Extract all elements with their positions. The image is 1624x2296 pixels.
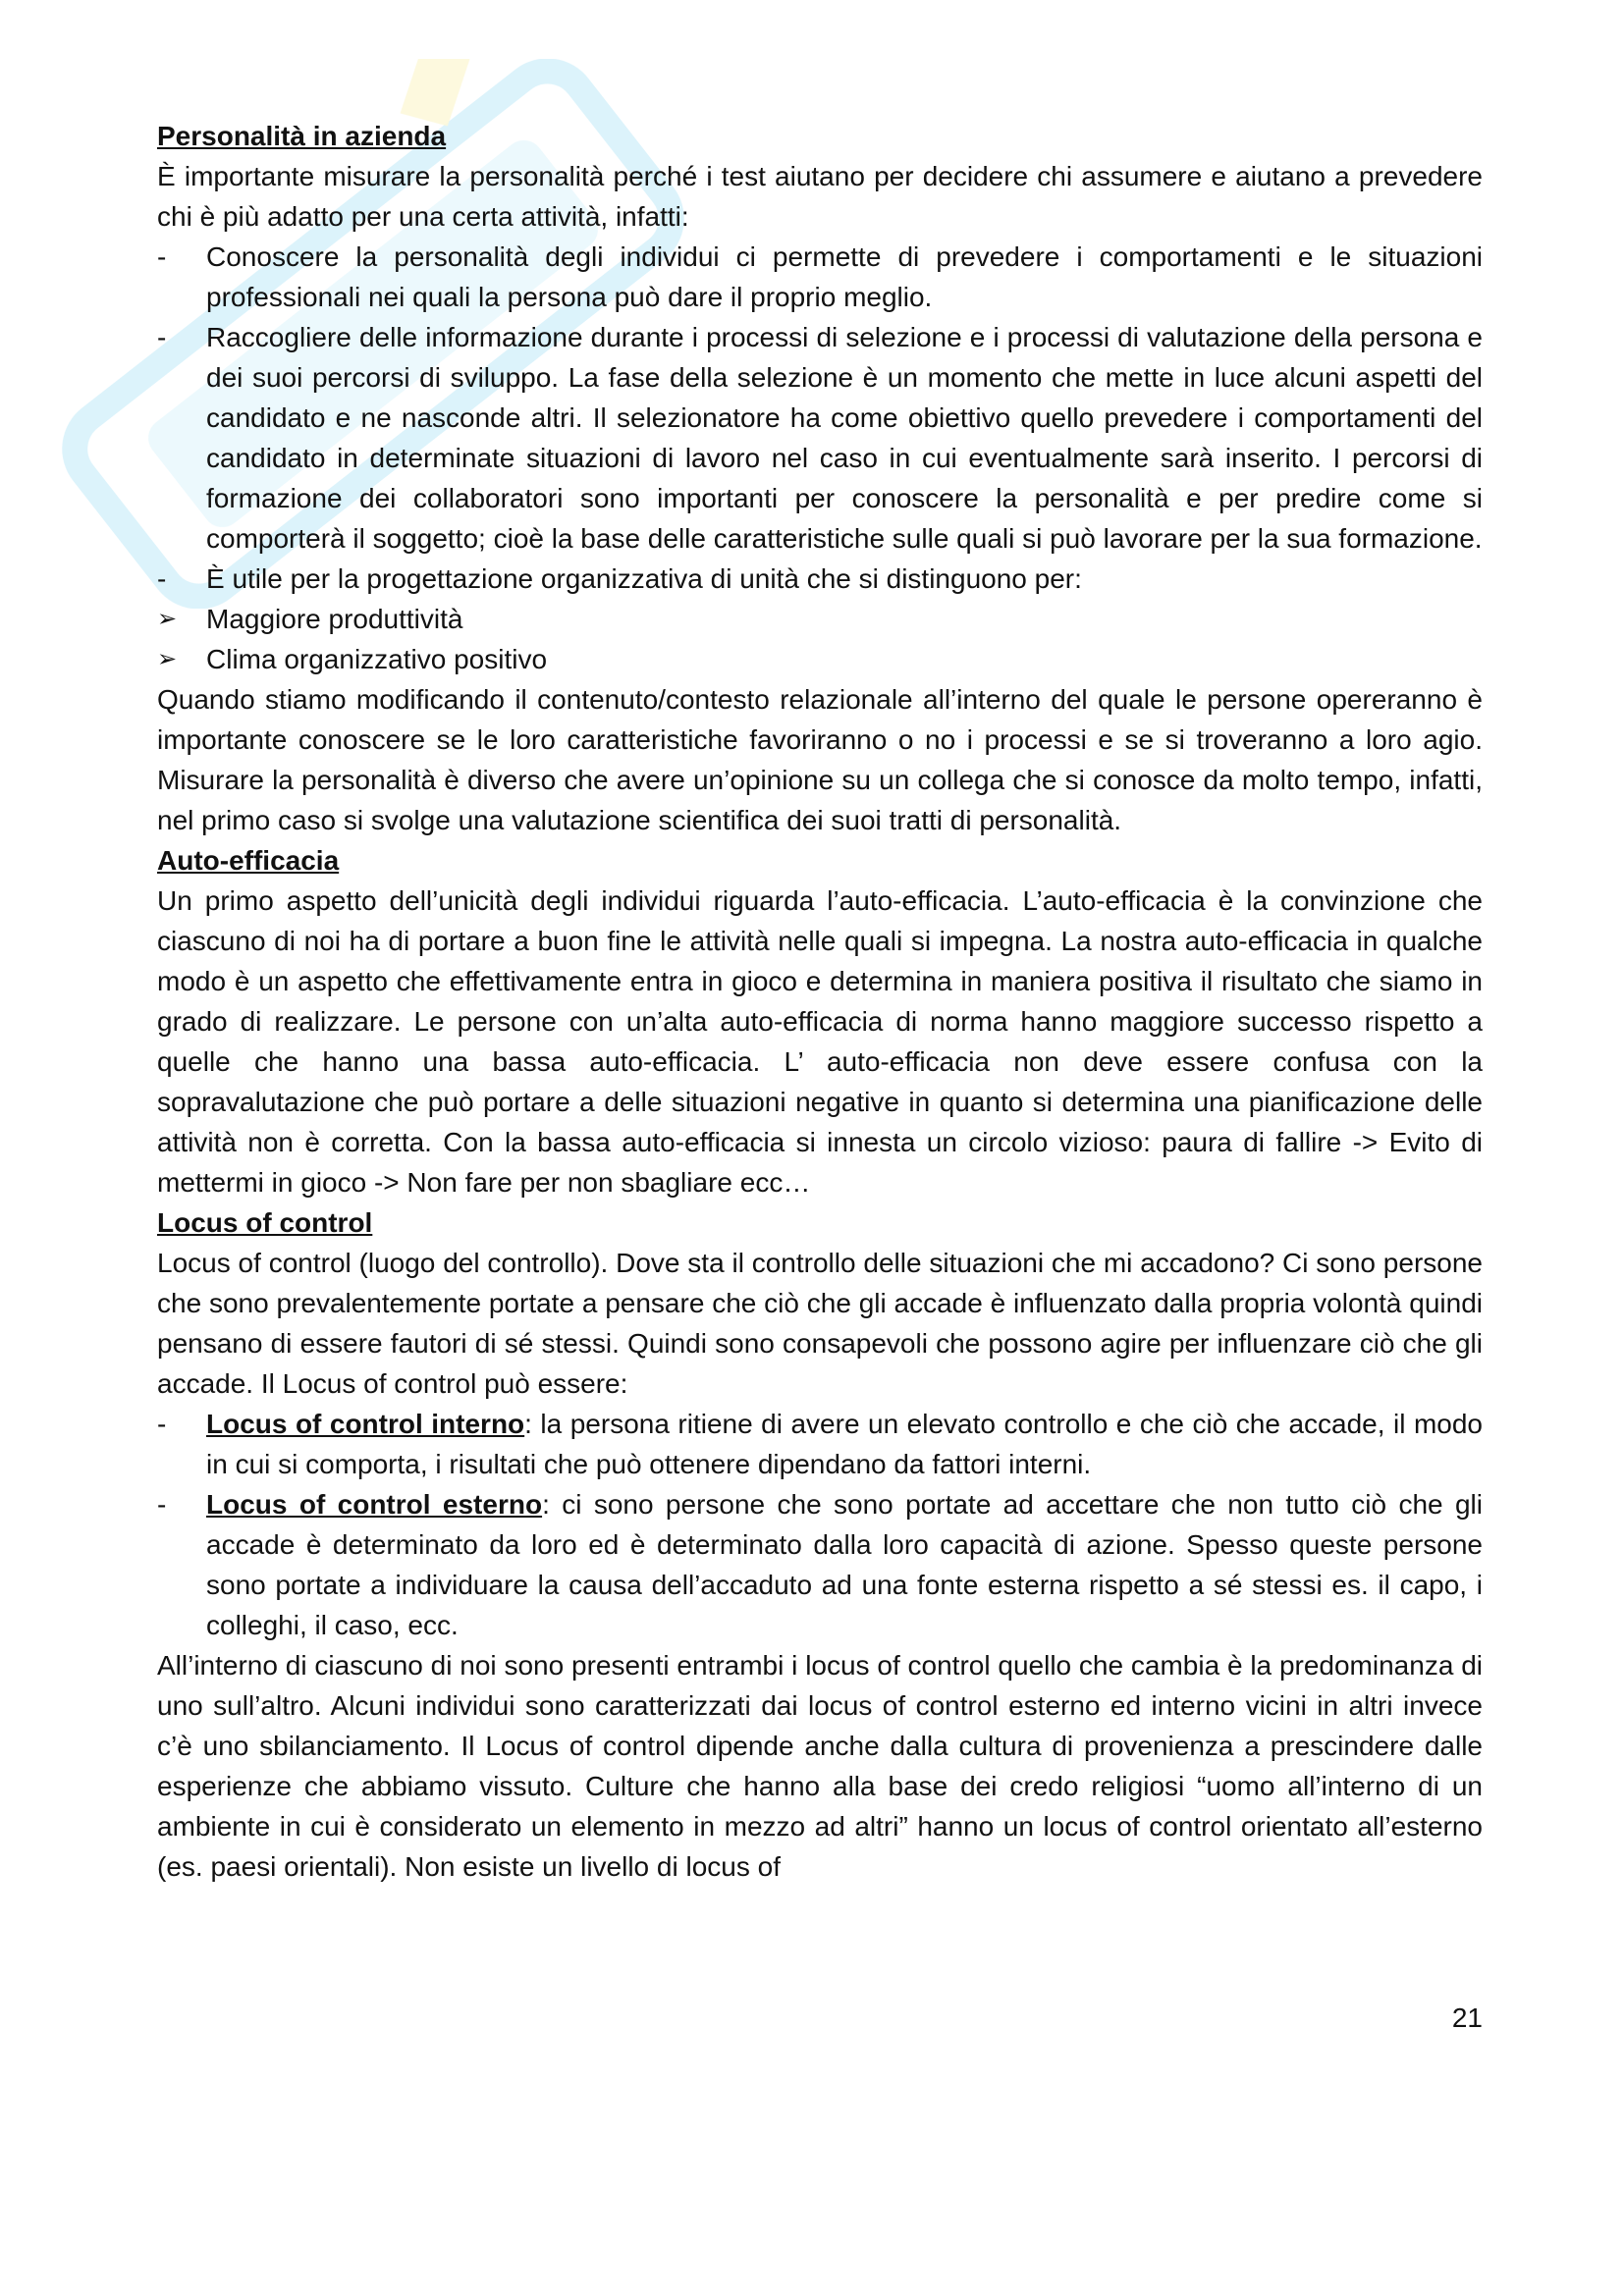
list-item (157, 559, 1483, 599)
list-item-text: Clima organizzativo positivo (206, 644, 548, 674)
paragraph-personalita-intro: È importante misurare la personalità perché i test aiutano per decidere chi assumere e aiutano a prevedere chi è più adatto per una certa attività, infatti: (157, 161, 1483, 232)
paragraph-locus-intro: Locus of control (luogo del controllo). Dove sta il controllo delle situazioni che mi accadono? Ci sono persone che sono prevalentemente portate a pensare che ciò che gli accade è influenzato dalla propria volontà quindi pensano di essere fautori di sé stessi. Quindi sono consapevoli che possono agire per influenzare ciò che gli accade. Il Locus of control può essere: (157, 1248, 1483, 1399)
arrow-bullet-icon: ➢ (157, 646, 178, 672)
dash-list-locus (157, 1404, 1483, 1645)
dash-list-personalita (157, 237, 1483, 599)
list-item-text: Maggiore produttività (206, 604, 463, 634)
page-number: 21 (1451, 2002, 1483, 2033)
dash-marker: - (157, 241, 167, 272)
list-item-text: Raccogliere delle informazione durante i processi di selezione e i processi di valutazione della persona e dei suoi percorsi di sviluppo. La fase della selezione è un momento che mette in luce alcuni aspetti del candidato e ne nasconde altri. Il selezionatore ha come obiettivo quello prevedere i comportamenti del candidato in determinate situazioni di lavoro nel caso in cui eventualmente sarà inserito. I percorsi di formazione dei collaboratori sono importanti per conoscere la personalità e per predire come si comporterà il soggetto; cioè la base delle caratteristiche sulle quali si può lavorare per la sua formazione. (206, 322, 1483, 554)
list-item (157, 1404, 1483, 1484)
list-item (157, 317, 1483, 559)
list-item (157, 237, 1483, 317)
list-item-text: : ci sono persone che sono portate ad accettare che non tutto ciò che gli accade è determinato da loro ed è determinato dalla loro capacità di azione. Spesso queste persone sono portate a individuare la causa dell’accaduto ad una fonte esterna rispetto a sé stessi es. il capo, i colleghi, il caso, ecc. (206, 1489, 1483, 1640)
paragraph-personalita-closing: Quando stiamo modificando il contenuto/contesto relazionale all’interno del quale le persone opereranno è importante conoscere se le loro caratteristiche favoriranno o no i processi e se si troveranno a loro agio. Misurare la personalità è diverso che avere un’opinione su un collega che si conosce da molto tempo, infatti, nel primo caso si svolge una valutazione scientifica dei suoi tratti di personalità. (157, 684, 1483, 835)
arrow-bullet-icon: ➢ (157, 606, 178, 632)
section-heading-auto-efficacia: Auto-efficacia (157, 845, 340, 876)
term-locus-interno: Locus of control interno (206, 1409, 525, 1439)
dash-marker: - (157, 1489, 167, 1520)
list-item (157, 639, 1483, 679)
list-item-text: È utile per la progettazione organizzativa di unità che si distinguono per: (206, 563, 1082, 594)
paragraph-locus-closing: All’interno di ciascuno di noi sono presenti entrambi i locus of control quello che cambia è la predominanza di uno sull’altro. Alcuni individui sono caratterizzati dai locus of control esterno ed interno vicini in altri invece c’è uno sbilanciamento. Il Locus of control dipende anche dalla cultura di provenienza a prescindere dalle esperienze che abbiamo vissuto. Culture che hanno alla base dei credo religiosi “uomo all’interno di un ambiente in cui è considerato un elemento in mezzo ad altri” hanno un locus of control orientato all’esterno (es. paesi orientali). Non esiste un livello di locus of (157, 1650, 1483, 1882)
section-heading-personalita: Personalità in azienda (157, 121, 447, 151)
list-item-text: Conoscere la personalità degli individui ci permette di prevedere i comportamenti e le situazioni professionali nei quali la persona può dare il proprio meglio. (206, 241, 1483, 312)
term-locus-esterno: Locus of control esterno (206, 1489, 543, 1520)
document-page (157, 116, 1483, 1887)
dash-marker: - (157, 322, 167, 352)
dash-marker: - (157, 1409, 167, 1439)
list-item (157, 1484, 1483, 1645)
section-heading-locus-of-control: Locus of control (157, 1207, 373, 1238)
list-item (157, 599, 1483, 639)
paragraph-auto-efficacia: Un primo aspetto dell’unicità degli individui riguarda l’auto-efficacia. L’auto-efficacia è la convinzione che ciascuno di noi ha di portare a buon fine le attività nelle quali si impegna. La nostra auto-efficacia in qualche modo è un aspetto che effettivamente entra in gioco e determina in maniera positiva il risultato che siamo in grado di realizzare. Le persone con un’alta auto-efficacia di norma hanno maggiore successo rispetto a quelle che hanno una bassa auto-efficacia. L’ auto-efficacia non deve essere confusa con la sopravalutazione che può portare a delle situazioni negative in quanto si determina una pianificazione delle attività non è corretta. Con la bassa auto-efficacia si innesta un circolo vizioso: paura di fallire -> Evito di mettermi in gioco -> Non fare per non sbagliare ecc… (157, 885, 1483, 1198)
dash-marker: - (157, 563, 167, 594)
arrow-list-personalita (157, 599, 1483, 679)
list-item-text: : la persona ritiene di avere un elevato controllo e che ciò che accade, il modo in cui si comporta, i risultati che può ottenere dipendano da fattori interni. (206, 1409, 1483, 1479)
